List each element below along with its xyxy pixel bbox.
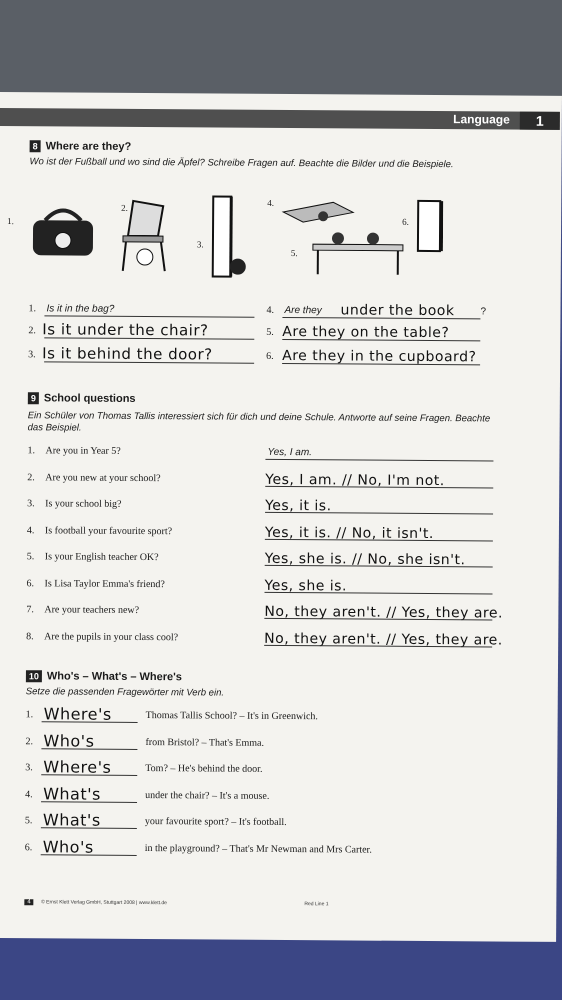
picture-number-5: 5.: [290, 248, 298, 259]
answer-line: [282, 339, 480, 341]
ex10-instruction: Setze die passenden Fragewörter mit Verb ein.: [25, 686, 225, 699]
handwritten-answer: Who's: [42, 836, 94, 857]
ex10-row: [25, 731, 525, 752]
ex9-row: [27, 573, 527, 594]
ex8-row-4: [266, 300, 492, 320]
row-number: 1.: [25, 709, 34, 721]
question-text: Are your teachers new?: [44, 604, 140, 616]
unit-number: 1: [520, 112, 560, 130]
page-footer: [24, 899, 167, 906]
ex9-title: School questions: [43, 392, 136, 405]
door-illustration: [213, 196, 247, 276]
ex8-row-6: [266, 346, 492, 366]
row-number: 5.: [26, 551, 35, 563]
answer-line: [282, 363, 480, 365]
row-number: 8.: [26, 630, 34, 642]
cupboard-illustration: [418, 201, 443, 251]
sentence-rest: from Bristol? – That's Emma.: [145, 736, 265, 749]
printed-answer: Is it in the bag?: [46, 303, 115, 315]
row-number: 5.: [24, 815, 33, 827]
handwritten-answer: No, they aren't. // Yes, they are.: [264, 630, 503, 649]
ex8-row-3: [28, 344, 254, 364]
background-top: [0, 0, 562, 100]
row-number: 1.: [27, 445, 36, 457]
ex8-instruction: Wo ist der Fußball und wo sind die Äpfel? Schreibe Fragen auf. Beachte die Bilder und die Beispiele.: [29, 156, 454, 171]
answer-line: [44, 337, 254, 339]
ex8-row-2: [28, 320, 254, 340]
handwritten-answer: Yes, she is. // No, she isn't.: [264, 550, 466, 569]
question-text: Are you new at your school?: [45, 471, 161, 484]
row-number: 3.: [28, 349, 36, 361]
row-number: 2.: [28, 325, 36, 337]
question-text: Is your English teacher OK?: [44, 551, 159, 564]
ex10-row: [25, 837, 525, 858]
row-number: 6.: [26, 577, 35, 589]
question-text: Are you in Year 5?: [45, 445, 121, 457]
header-label: Language: [453, 112, 510, 127]
ex9-instruction: Ein Schüler von Thomas Tallis interessiert sich für dich und deine Schule. Antworte auf seine Fragen. Beachte das Beispiel.: [27, 410, 491, 434]
ex10-row: [25, 784, 525, 805]
table-illustration: [313, 232, 403, 275]
row-number: 2.: [27, 471, 35, 483]
answer-line: [44, 315, 254, 317]
ex9-number: 9: [28, 392, 39, 404]
question-mark: ?: [480, 306, 487, 318]
ex9-heading: [28, 392, 136, 405]
ex10-title: Who's – What's – Where's: [46, 670, 182, 684]
ex9-row: [26, 626, 526, 647]
page-number: 4: [24, 899, 33, 905]
row-number: 3.: [25, 762, 33, 774]
picture-number-4: 4.: [267, 197, 275, 208]
sentence-rest: your favourite sport? – It's football.: [144, 816, 287, 829]
row-number: 7.: [26, 604, 34, 616]
sentence-rest: under the chair? – It's a mouse.: [145, 789, 270, 802]
ex8-row-5: [266, 322, 492, 342]
handwritten-answer: Is it behind the door?: [42, 344, 213, 364]
ex8-illustrations: [23, 190, 444, 283]
handwritten-answer: under the book: [340, 302, 455, 320]
sentence-rest: Tom? – He's behind the door.: [145, 763, 263, 775]
ex10-row: [26, 704, 526, 725]
picture-number-2: 2.: [121, 202, 128, 213]
ex10-number: 10: [26, 670, 42, 682]
row-number: 5.: [266, 326, 274, 338]
question-text: Is football your favourite sport?: [44, 524, 173, 537]
handwritten-answer: Are they on the table?: [282, 323, 450, 342]
ex8-row-1: [28, 298, 254, 318]
question-text: Are the pupils in your class cool?: [44, 630, 179, 643]
row-number: 2.: [25, 735, 34, 747]
ex9-row: [26, 599, 526, 620]
printed-answer: Yes, I am.: [267, 446, 312, 459]
row-number: 6.: [24, 841, 33, 853]
ex8-title: Where are they?: [45, 140, 132, 153]
handwritten-answer: Yes, it is.: [265, 497, 332, 515]
book-illustration: [283, 202, 353, 222]
row-number: 4.: [266, 304, 275, 316]
handwritten-answer: Where's: [43, 704, 112, 724]
picture-number-1: 1.: [7, 216, 14, 227]
ex10-heading: [26, 670, 182, 683]
sentence-rest: in the playground? – That's Mr Newman and Mrs Carter.: [144, 842, 372, 856]
question-text: Is your school big?: [45, 498, 122, 510]
footer-series: Red Line 1: [304, 901, 329, 908]
row-number: 3.: [27, 498, 35, 510]
chair-illustration: [123, 201, 165, 271]
sentence-rest: Thomas Tallis School? – It's in Greenwich.: [145, 710, 318, 723]
ex9-row: [27, 467, 527, 488]
picture-number-6: 6.: [402, 216, 409, 227]
ex9-row: [27, 493, 527, 514]
worksheet-page: [0, 92, 562, 942]
ex10-row: [25, 757, 525, 778]
language-header-bar: [0, 108, 560, 130]
handwritten-answer: What's: [42, 810, 101, 830]
row-number: 4.: [26, 524, 35, 536]
ex9-row: [27, 546, 527, 567]
handwritten-answer: No, they aren't. // Yes, they are.: [264, 603, 504, 622]
copyright-text: © Ernst Klett Verlag GmbH, Stuttgart 2008 | www.klett.de: [41, 899, 167, 907]
answer-line: [265, 459, 493, 462]
row-number: 1.: [28, 303, 37, 315]
handwritten-answer: Who's: [43, 730, 95, 751]
ex10-row: [25, 810, 525, 831]
handwritten-answer: Yes, I am. // No, I'm not.: [265, 471, 445, 489]
picture-number-3: 3.: [196, 239, 204, 250]
ex9-row: [27, 520, 527, 541]
answer-line: [44, 361, 254, 363]
handwritten-answer: Yes, she is.: [264, 577, 347, 594]
printed-answer: Are they: [284, 304, 322, 317]
handwritten-answer: Are they in the cupboard?: [282, 347, 477, 366]
handwritten-answer: What's: [43, 783, 101, 804]
ex8-heading: [30, 140, 132, 153]
handwritten-answer: Yes, it is. // No, it isn't.: [264, 524, 434, 542]
bag-illustration: [33, 210, 93, 255]
ex9-row: [27, 440, 527, 461]
answer-line: [282, 317, 480, 319]
row-number: 4.: [25, 788, 33, 800]
row-number: 6.: [266, 350, 274, 362]
handwritten-answer: Where's: [43, 757, 112, 777]
ex8-number: 8: [30, 140, 41, 152]
question-text: Is Lisa Taylor Emma's friend?: [44, 577, 165, 590]
handwritten-answer: Is it under the chair?: [42, 320, 209, 340]
